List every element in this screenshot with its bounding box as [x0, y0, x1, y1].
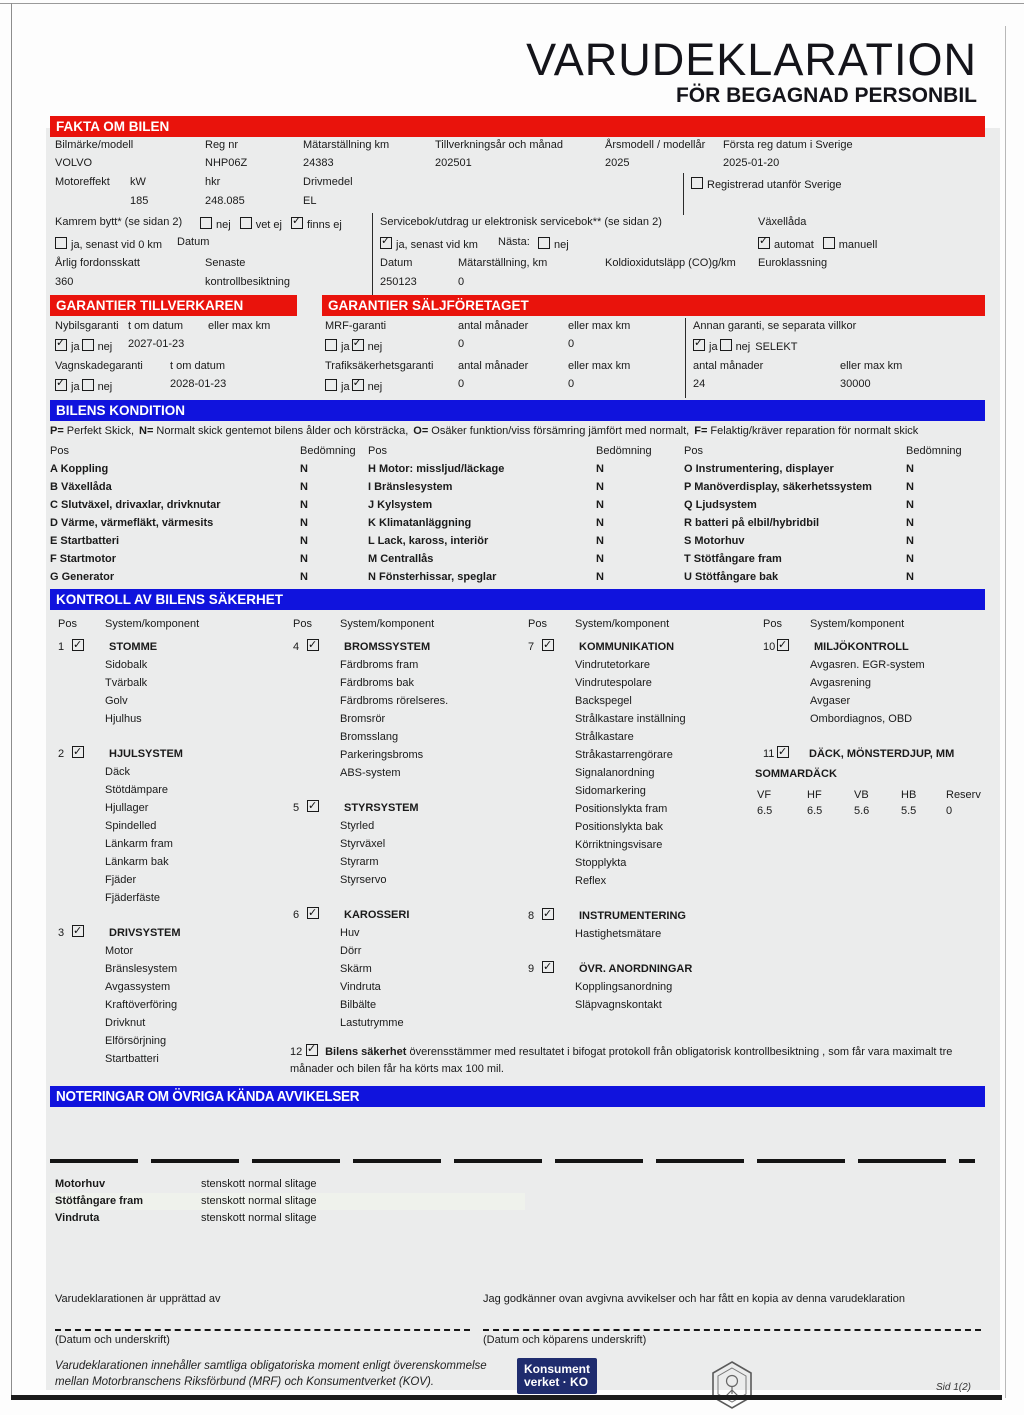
checkbox-option[interactable]: nej	[82, 341, 113, 353]
kondition-row: U Stötfångare bak N	[684, 571, 914, 583]
safety-item: Elförsörjning	[105, 1035, 167, 1047]
kondition-row: O Instrumentering, displayer N	[684, 463, 914, 475]
mrf-options	[325, 338, 384, 353]
field-value-forsta-reg: 2025-01-20	[723, 157, 780, 169]
checkbox-option[interactable]: nej	[200, 219, 231, 231]
column-header-system: System/komponent	[340, 618, 435, 630]
checkbox-icon[interactable]	[777, 746, 789, 758]
section-header-fakta: FAKTA OM BILEN	[50, 116, 985, 137]
document-title-block	[50, 36, 985, 108]
tyre-value: 5.5	[901, 805, 917, 817]
field-label: t om datum	[128, 320, 184, 332]
safety-item: Släpvagnskontakt	[575, 999, 662, 1011]
field-label: MRF-garanti	[325, 320, 387, 332]
field-value-annan-manader: 24	[693, 378, 706, 390]
checkbox-icon[interactable]	[72, 925, 84, 937]
safety-block: 3 ✓ DRIVSYSTEM Motor Bränslesystem Avgassystem Kraftöverföring Drivknut Elförsörjning Startbatteri	[50, 924, 285, 1068]
safety-item: Strålkastare inställning	[575, 713, 686, 725]
tyre-value: 5.6	[854, 805, 870, 817]
kondition-row: Q Ljudsystem N	[684, 499, 914, 511]
field-label: Nybilsgaranti	[55, 320, 119, 332]
noteringar-empty-area	[50, 1107, 985, 1159]
column-header-system: System/komponent	[810, 618, 905, 630]
safety-item: Körriktningsvisare	[575, 839, 663, 851]
field-value-trafik-manader: 0	[458, 378, 465, 390]
field-label: Årlig fordonsskatt	[55, 257, 140, 269]
checkbox-icon	[200, 217, 212, 229]
kondition-row: D Värme, värmefläkt, värmesits N	[50, 517, 308, 529]
safety-block: 8 ✓ INSTRUMENTERING Hastighetsmätare	[520, 907, 755, 943]
field-value-bilmarke: VOLVO	[55, 157, 93, 169]
checkbox-option[interactable]: ✓ nej	[352, 341, 383, 353]
fakta-body	[50, 137, 985, 295]
checkbox-option[interactable]: nej	[720, 341, 751, 353]
safety-item: Backspegel	[575, 695, 632, 707]
nybils-options	[55, 338, 114, 353]
field-label: Datum	[380, 257, 413, 269]
checkbox-icon	[291, 217, 303, 229]
safety-item: Fjäder	[105, 874, 137, 886]
field-label: kW	[130, 176, 146, 188]
safety-item: Drivknut	[105, 1017, 146, 1029]
kondition-row: J Kylsystem N	[368, 499, 604, 511]
annan-options	[693, 338, 797, 353]
section-fakta	[50, 116, 985, 295]
tyre-value: 0	[946, 805, 953, 817]
safety-item: Spindelled	[105, 820, 157, 832]
checkbox-icon	[823, 237, 835, 249]
trafik-options	[325, 378, 384, 393]
vagnskade-options	[55, 378, 114, 393]
safety-item: Bromsslang	[340, 731, 399, 743]
field-label: Första reg datum i Sverige	[723, 139, 853, 151]
field-label: Mätarställning, km	[458, 257, 548, 269]
safety-block: 2 ✓ HJULSYSTEM Däck Stötdämpare Hjullager Spindelled Länkarm fram Länkarm bak Fjäder Fjäderfäste	[50, 745, 285, 907]
checkbox-option[interactable]: ja	[325, 341, 350, 353]
checkbox-icon	[325, 379, 337, 391]
safety-item: Avgaser	[810, 695, 851, 707]
sakerhet-columns	[50, 618, 985, 1085]
checkbox-registrerad[interactable]: Registrerad utanför Sverige	[691, 176, 842, 191]
field-label: antal månader	[458, 320, 529, 332]
buyer-approval-label: Jag godkänner ovan avgivna avvikelser och har fått en kopia av denna varudeklaration	[483, 1293, 905, 1305]
seller-signature-label: Varudeklarationen är upprättad av	[55, 1293, 221, 1305]
safety-item: Positionslykta bak	[575, 821, 664, 833]
tyre-headers	[757, 789, 985, 805]
kondition-row: M Centrallås N	[368, 553, 604, 565]
checkbox-icon	[693, 339, 705, 351]
field-label: Euroklassning	[758, 257, 828, 269]
buyer-signature-caption: (Datum och köparens underskrift)	[483, 1334, 647, 1346]
section-header-garantier-saljforetaget: GARANTIER SÄLJFÖRETAGET	[322, 295, 985, 316]
safety-item-12: 12 ✓ Bilens säkerhet överensstämmer med resultatet i bifogat protokoll från obligatorisk kontrollbesiktning , som får vara maximalt tre månader och bilen får ha körts max 100 mil.	[290, 1043, 990, 1078]
kondition-row: G Generator N	[50, 571, 308, 583]
checkbox-icon	[352, 379, 364, 391]
checkbox-icon[interactable]	[307, 907, 319, 919]
checkbox-option[interactable]: ja	[325, 381, 350, 393]
safety-item: Hjulhus	[105, 713, 142, 725]
column-header-pos: Pos	[58, 618, 77, 630]
safety-item: Styrväxel	[340, 838, 386, 850]
scan-edge-right	[1005, 26, 1006, 1398]
column-header-bedomning: Bedömning	[300, 445, 356, 457]
field-label: eller max km	[568, 320, 631, 332]
checkbox-icon	[82, 379, 94, 391]
safety-item: Ombordiagnos, OBD	[810, 713, 913, 725]
safety-item: Bränslesystem	[105, 963, 178, 975]
safety-item: Strålkastare	[575, 731, 634, 743]
safety-item: Stopplykta	[575, 857, 627, 869]
field-label: t om datum	[170, 360, 226, 372]
tyre-header: VB	[854, 789, 869, 801]
checkbox-servicebok-ja[interactable]: ✓ ja, senast vid km	[380, 236, 478, 251]
safety-block: 9 ✓ ÖVR. ANORDNINGAR Kopplingsanordning Släpvagnskontakt	[520, 960, 755, 1014]
tyre-header: HB	[901, 789, 917, 801]
checkbox-icon	[380, 237, 392, 249]
checkbox-icon	[325, 339, 337, 351]
tyre-value: 6.5	[757, 805, 773, 817]
checkbox-icon[interactable]	[307, 800, 319, 812]
field-value-regnr: NHP06Z	[205, 157, 248, 169]
safety-item: Avgasren. EGR-system	[810, 659, 925, 671]
divider	[372, 213, 373, 295]
safety-item: Fjäderfäste	[105, 892, 161, 904]
field-label: eller max km	[208, 320, 271, 332]
safety-item: Sidobalk	[105, 659, 148, 671]
field-label: Servicebok/utdrag ur elektronisk servicebok** (se sidan 2)	[380, 216, 662, 228]
notes-list	[50, 1176, 985, 1227]
field-value-matarstallning-km: 0	[458, 276, 465, 288]
section-noteringar	[50, 1086, 985, 1227]
checkbox-option[interactable]: manuell	[823, 239, 878, 251]
tyre-subtitle: SOMMARDÄCK	[755, 768, 837, 780]
field-label: Nästa:	[498, 236, 530, 248]
field-label: Senaste	[205, 257, 246, 269]
column-header-bedomning: Bedömning	[596, 445, 652, 457]
tyre-values	[757, 805, 985, 817]
konsumentverket-logo: Konsument verket · KO	[517, 1358, 597, 1394]
safety-item: Länkarm fram	[105, 838, 173, 850]
section-header-sakerhet: KONTROLL AV BILENS SÄKERHET	[50, 589, 985, 610]
kondition-table	[50, 442, 985, 586]
safety-item: Parkeringsbroms	[340, 749, 424, 761]
safety-item: Tvärbalk	[105, 677, 148, 689]
safety-item: Styrarm	[340, 856, 379, 868]
tyre-header: HF	[807, 789, 822, 801]
kondition-row: P Manöverdisplay, säkerhetssystem N	[684, 481, 914, 493]
section-garantier	[50, 295, 985, 400]
mrf-logo-icon	[709, 1360, 755, 1415]
section-sakerhet	[50, 589, 985, 1078]
field-value-tillverkning: 202501	[435, 157, 472, 169]
note-row: Motorhuv stenskott normal slitage	[55, 1178, 317, 1190]
field-label: Vagnskadegaranti	[55, 360, 143, 372]
field-value-kw: 185	[130, 195, 149, 207]
checkbox-icon[interactable]	[542, 961, 554, 973]
safety-block: 10 ✓ MILJÖKONTROLL Avgasren. EGR-system Avgasrening Avgaser Ombordiagnos, OBD	[755, 638, 985, 728]
field-label: Bilmärke/modell	[55, 139, 134, 151]
page-subtitle: FÖR BEGAGNAD PERSONBIL	[675, 84, 977, 107]
kondition-row: R batteri på elbil/hybridbil N	[684, 517, 914, 529]
kondition-row: T Stötfångare fram N	[684, 553, 914, 565]
kamrem-options	[200, 216, 351, 231]
field-value-matarstallning: 24383	[303, 157, 334, 169]
safety-item: Vindrutetorkare	[575, 659, 651, 671]
field-label: Datum	[177, 236, 210, 248]
column-header-pos: Pos	[368, 445, 387, 457]
footer	[50, 1358, 985, 1415]
checkbox-icon	[240, 217, 252, 229]
garantier-body	[50, 316, 985, 400]
checkbox-option[interactable]: ✓ nej	[352, 381, 383, 393]
scan-edge-left	[11, 3, 12, 1398]
safety-block: 6 ✓ KAROSSERI Huv Dörr Skärm Vindruta Bilbälte Lastutrymme	[285, 906, 520, 1032]
safety-item: Däck	[105, 766, 131, 778]
field-value-trafik-km: 0	[568, 378, 575, 390]
page-number: Sid 1(2)	[935, 1382, 971, 1393]
checkbox-option[interactable]: ✓ja	[55, 341, 80, 353]
page-title: VARUDEKLARATION	[526, 34, 977, 85]
field-label: Motoreffekt	[55, 176, 110, 188]
checkbox-icon	[720, 339, 732, 351]
safety-item: Färdbroms rörelseres.	[340, 695, 449, 707]
field-label: Reg nr	[205, 139, 239, 151]
field-label: Kamrem bytt* (se sidan 2)	[55, 216, 183, 228]
section-kondition	[50, 400, 985, 586]
safety-item: Startbatteri	[105, 1053, 159, 1065]
cut-line	[50, 1159, 975, 1163]
safety-item: Signalanordning	[575, 767, 655, 779]
checkbox-icon	[758, 237, 770, 249]
safety-item: Lastutrymme	[340, 1017, 404, 1029]
safety-item: Bromsrör	[340, 713, 386, 725]
kondition-row: B Växellåda N	[50, 481, 308, 493]
field-label: Annan garanti, se separata villkor	[693, 320, 857, 332]
field-label: Tillverkningsår och månad	[435, 139, 563, 151]
checkbox-icon	[82, 339, 94, 351]
field-value-drivmedel: EL	[303, 195, 317, 207]
column-header-system: System/komponent	[575, 618, 670, 630]
field-label: antal månader	[693, 360, 764, 372]
field-label: antal månader	[458, 360, 529, 372]
column-header-pos: Pos	[293, 618, 312, 630]
safety-item: Golv	[105, 695, 128, 707]
tyre-section: 11 ✓ DÄCK, MÖNSTERDJUP, MM SOMMARDÄCK VF HF VB HB Reserv 6.5 6.5 5.6 5.5 0	[755, 745, 985, 817]
field-label: Mätarställning km	[303, 139, 390, 151]
checkbox-kamrem-ja[interactable]: ja, senast vid 0 km	[55, 236, 162, 251]
kondition-row: C Slutväxel, drivaxlar, drivknutar N	[50, 499, 308, 511]
divider	[685, 318, 686, 398]
signature-section	[50, 1293, 985, 1346]
checkbox-icon[interactable]	[542, 639, 554, 651]
checkbox-servicebok-nej[interactable]: nej	[538, 236, 569, 251]
column-header-pos: Pos	[763, 618, 782, 630]
field-value-fordonsskatt: 360	[55, 276, 74, 288]
kondition-row: S Motorhuv N	[684, 535, 914, 547]
field-label: hkr	[205, 176, 221, 188]
kondition-row: K Klimatanläggning N	[368, 517, 604, 529]
tyre-header: Reserv	[946, 789, 981, 801]
safety-item: Vindrutespolare	[575, 677, 652, 689]
note-row: Vindruta stenskott normal slitage	[55, 1212, 317, 1224]
safety-item: Reflex	[575, 875, 607, 887]
safety-item: Positionslykta fram	[575, 803, 668, 815]
safety-block: 7 ✓ KOMMUNIKATION Vindrutetorkare Vindrutespolare Backspegel Strålkastare inställning Strålkastare Stråkastarrengörare Signalanordning Sidomarkering Positionslykta fram Positionslykta bak Körriktningsvisare Stopplykta Reflex	[520, 638, 755, 890]
seller-signature-caption: (Datum och underskrift)	[55, 1334, 170, 1346]
checkbox-icon[interactable]	[72, 746, 84, 758]
field-label: eller max km	[568, 360, 631, 372]
field-value-mrf-manader: 0	[458, 338, 465, 350]
safety-item: Vindruta	[340, 981, 381, 993]
safety-item: Stråkastarrengörare	[575, 749, 673, 761]
safety-item: Hjullager	[105, 802, 149, 814]
kondition-row: F Startmotor N	[50, 553, 308, 565]
column-header-bedomning: Bedömning	[906, 445, 962, 457]
safety-item: Hastighetsmätare	[575, 928, 662, 940]
checkbox-icon	[55, 379, 67, 391]
checkbox-icon	[55, 339, 67, 351]
safety-item: Länkarm bak	[105, 856, 169, 868]
safety-item: Stötdämpare	[105, 784, 168, 796]
vaxellada-options	[758, 236, 886, 251]
checkbox-option[interactable]: ✓ja	[55, 381, 80, 393]
checkbox-option[interactable]: vet ej	[240, 219, 282, 231]
column-header-pos: Pos	[528, 618, 547, 630]
field-label: eller max km	[840, 360, 903, 372]
checkbox-icon	[538, 237, 550, 249]
safety-item: Styrservo	[340, 874, 387, 886]
safety-item: Kopplingsanordning	[575, 981, 673, 993]
column-header-pos: Pos	[50, 445, 69, 457]
checkbox-icon[interactable]	[307, 639, 319, 651]
note-row: Stötfångare fram stenskott normal slitage	[50, 1193, 525, 1210]
checkbox-option[interactable]: nej	[82, 381, 113, 393]
safety-item: ABS-system	[340, 767, 401, 779]
section-header-garantier-tillverkaren: GARANTIER TILLVERKAREN	[50, 295, 297, 316]
checkbox-icon	[691, 177, 703, 189]
checkbox-icon[interactable]	[542, 908, 554, 920]
safety-block: 5 ✓ STYRSYSTEM Styrled Styrväxel Styrarm Styrservo	[285, 799, 520, 889]
section-header-noteringar: NOTERINGAR OM ÖVRIGA KÄNDA AVVIKELSER	[50, 1086, 985, 1107]
safety-item: Huv	[340, 927, 360, 939]
seller-signature-line[interactable]	[55, 1329, 470, 1331]
kondition-row: A Koppling N	[50, 463, 308, 475]
checkbox-icon[interactable]	[777, 639, 789, 651]
safety-block: 4 ✓ BROMSSYSTEM Färdbroms fram Färdbroms bak Färdbroms rörelseres. Bromsrör Bromsslang Parkeringsbroms ABS-system	[285, 638, 520, 782]
field-label: Drivmedel	[303, 176, 353, 188]
checkbox-option[interactable]: ✓ finns ej	[291, 219, 342, 231]
footer-legal-text: Varudeklarationen innehåller samtliga obligatoriska moment enligt överenskommelse mellan Motorbranschens Riksförbund (MRF) och Konsumentverket (KOV).	[55, 1360, 487, 1388]
field-label: kontrollbesiktning	[205, 276, 290, 288]
safety-item: Motor	[105, 945, 134, 957]
checkbox-icon[interactable]	[72, 639, 84, 651]
field-value-annan-namn: SELEKT	[755, 341, 798, 353]
grade-legend: P= Perfekt Skick, N= Normalt skick gentemot bilens ålder och körsträcka, O= Osäker funktion/viss försämring jämfört med normalt, F= Felaktig/kräver reparation för normalt skick	[50, 425, 919, 437]
field-value-arsmodell: 2025	[605, 157, 630, 169]
safety-item: Avgassystem	[105, 981, 171, 993]
field-value-datum: 250123	[380, 276, 417, 288]
safety-item: Avgasrening	[810, 677, 871, 689]
column-header-system: System/komponent	[105, 618, 200, 630]
safety-item: Sidomarkering	[575, 785, 646, 797]
kondition-row: I Bränslesystem N	[368, 481, 604, 493]
divider	[683, 173, 684, 215]
checkbox-option[interactable]: ✓ ja	[693, 341, 718, 353]
column-header-pos: Pos	[684, 445, 703, 457]
field-value-hkr: 248.085	[205, 195, 245, 207]
checkbox-icon	[55, 237, 67, 249]
kondition-row: N Fönsterhissar, speglar N	[368, 571, 604, 583]
kondition-row: H Motor: missljud/läckage N	[368, 463, 604, 475]
checkbox-icon[interactable]	[306, 1044, 318, 1056]
field-label: Koldioxidutsläpp (CO)g/km	[605, 257, 736, 269]
safety-item: Färdbroms fram	[340, 659, 419, 671]
safety-item: Kraftöverföring	[105, 999, 178, 1011]
checkbox-option[interactable]: ✓ automat	[758, 239, 814, 251]
safety-block: 1 ✓ STOMME Sidobalk Tvärbalk Golv Hjulhus	[50, 638, 285, 728]
safety-item: Färdbroms bak	[340, 677, 414, 689]
tyre-value: 6.5	[807, 805, 823, 817]
safety-item: Dörr	[340, 945, 362, 957]
safety-item: Skärm	[340, 963, 372, 975]
field-label: Trafiksäkerhetsgaranti	[325, 360, 434, 372]
field-value-vagnskade-datum: 2028-01-23	[170, 378, 227, 390]
kondition-row: L Lack, kaross, interiör N	[368, 535, 604, 547]
field-value-mrf-km: 0	[568, 338, 575, 350]
scan-edge-bottom	[11, 1395, 1002, 1400]
safety-item: Styrled	[340, 820, 375, 832]
buyer-signature-line[interactable]	[483, 1329, 981, 1331]
field-value-nybils-datum: 2027-01-23	[128, 338, 185, 350]
field-label: Växellåda	[758, 216, 807, 228]
field-label: Årsmodell / modellår	[605, 139, 706, 151]
kondition-row: E Startbatteri N	[50, 535, 308, 547]
tyre-header: VF	[757, 789, 772, 801]
section-header-kondition: BILENS KONDITION	[50, 400, 985, 421]
safety-item: Bilbälte	[340, 999, 377, 1011]
checkbox-icon	[352, 339, 364, 351]
field-value-annan-km: 30000	[840, 378, 871, 390]
